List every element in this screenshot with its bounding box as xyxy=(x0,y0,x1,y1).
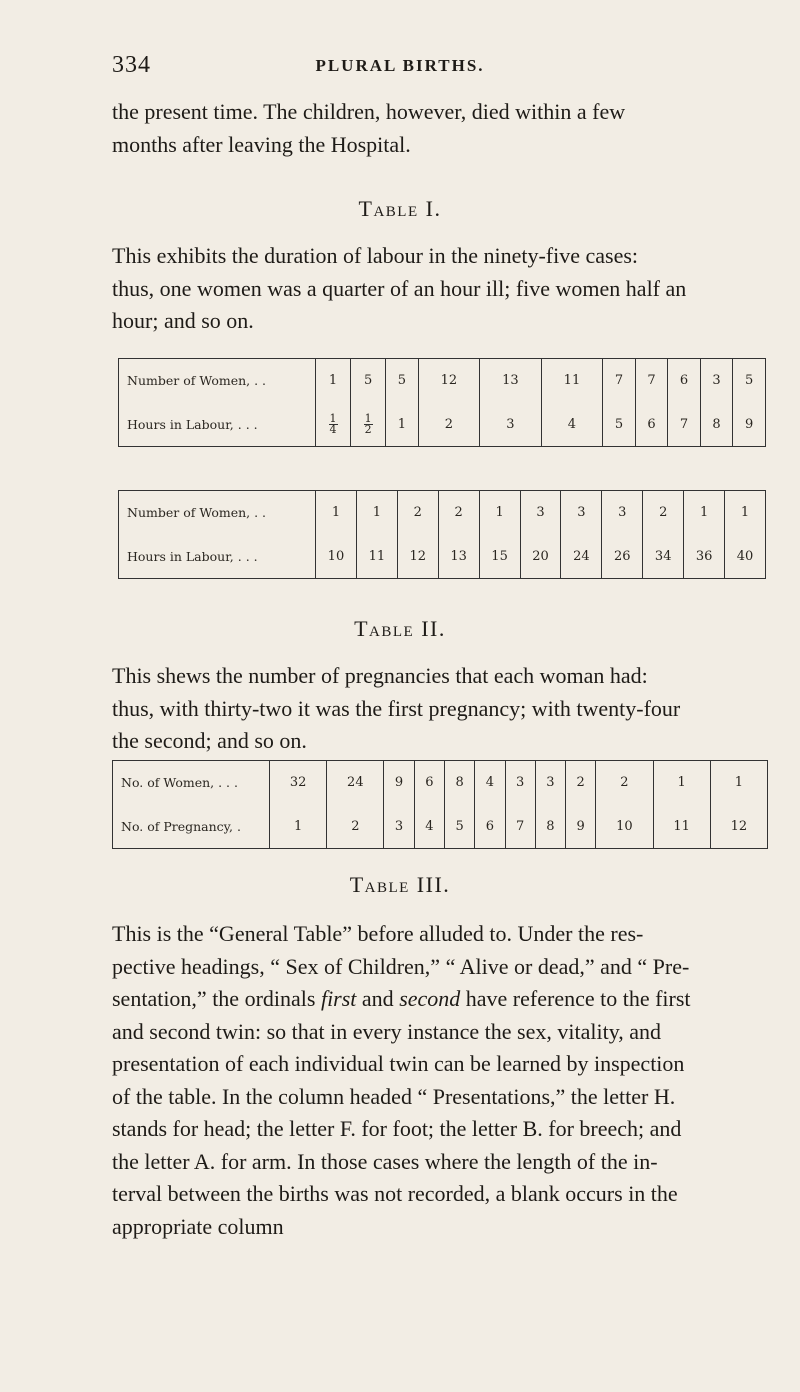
text-line: This is the “General Table” before alluded to. Under the res- xyxy=(112,921,644,946)
text-line: hour; and so on. xyxy=(112,308,254,333)
table-cell: 4 xyxy=(541,403,603,447)
table-1-heading: Table I. xyxy=(358,196,442,221)
page-header xyxy=(0,48,800,88)
table-3-description xyxy=(112,918,766,1243)
fraction-value: $\frac{1}{4}$ xyxy=(329,411,337,436)
row-label: No. of Women, . . . xyxy=(113,761,270,805)
table-cell: 3 xyxy=(561,491,602,535)
table-cell: 7 xyxy=(603,359,636,403)
text-line: the present time. The children, however, died within a few xyxy=(112,99,626,124)
table-cell: 13 xyxy=(438,535,479,579)
table-row xyxy=(119,535,766,579)
table-cell: 12 xyxy=(397,535,438,579)
table-1-description xyxy=(112,240,766,338)
row-label: No. of Pregnancy, . xyxy=(113,805,270,849)
table-cell: 3 xyxy=(505,761,535,805)
table-cell: 34 xyxy=(643,535,684,579)
labour-duration-table-part-2 xyxy=(118,490,766,579)
table-cell: 1 xyxy=(710,761,767,805)
table-cell: 8 xyxy=(700,403,733,447)
table-cell: 3 xyxy=(520,491,561,535)
table-cell: 1 xyxy=(725,491,766,535)
table-cell: 15 xyxy=(479,535,520,579)
intro-paragraph xyxy=(112,96,766,161)
table-cell: 8 xyxy=(444,761,474,805)
text-line: the letter A. for arm. In those cases where the length of the in- xyxy=(112,1148,658,1174)
table-cell xyxy=(316,403,351,447)
table-cell: 9 xyxy=(733,403,766,447)
running-title: PLURAL BIRTHS. xyxy=(315,56,485,75)
pregnancy-count-table xyxy=(112,760,768,849)
text-line: thus, one women was a quarter of an hour ill; five women half an xyxy=(112,275,687,301)
page-number: 334 xyxy=(112,52,151,78)
table-cell: 7 xyxy=(635,359,668,403)
table-cell: 3 xyxy=(602,491,643,535)
labour-duration-table-part-1 xyxy=(118,358,766,447)
table-cell: 13 xyxy=(480,359,542,403)
table-row xyxy=(119,403,766,447)
table-cell: 11 xyxy=(653,805,710,849)
table-cell: 2 xyxy=(438,491,479,535)
table-cell: 7 xyxy=(505,805,535,849)
text-line: the second; and so on. xyxy=(112,728,307,753)
table-row xyxy=(113,805,768,849)
table-cell: 8 xyxy=(535,805,565,849)
table-cell: 32 xyxy=(270,761,327,805)
table-cell: 5 xyxy=(444,805,474,849)
table-cell: 24 xyxy=(327,761,384,805)
table-cell: 2 xyxy=(397,491,438,535)
table-cell: 1 xyxy=(479,491,520,535)
table-cell: 6 xyxy=(475,805,505,849)
table-cell: 11 xyxy=(356,535,397,579)
table-cell: 11 xyxy=(541,359,603,403)
text-line: This exhibits the duration of labour in the ninety-five cases: xyxy=(112,243,639,268)
text-line: presentation of each individual twin can be learned by inspection xyxy=(112,1051,685,1076)
text-line: appropriate column xyxy=(112,1213,284,1239)
table-cell: 3 xyxy=(535,761,565,805)
table-cell: 3 xyxy=(700,359,733,403)
table-cell: 10 xyxy=(316,535,357,579)
text-line: This shews the number of pregnancies that each woman had: xyxy=(112,663,648,688)
table-cell xyxy=(351,403,386,447)
table-cell: 24 xyxy=(561,535,602,579)
fraction-value: $\frac{1}{2}$ xyxy=(364,411,372,436)
table-2-heading: Table II. xyxy=(354,616,446,641)
table-2-description xyxy=(112,660,766,758)
table-cell: 3 xyxy=(480,403,542,447)
text-line: of the table. In the column headed “ Presentations,” the letter H. xyxy=(112,1083,676,1109)
table-cell: 7 xyxy=(668,403,701,447)
table-row xyxy=(119,359,766,403)
table-cell: 2 xyxy=(596,761,653,805)
row-label: Hours in Labour, . . . xyxy=(119,535,316,579)
table-cell: 1 xyxy=(386,403,419,447)
text-line: thus, with thirty-two it was the first pregnancy; with twenty-four xyxy=(112,695,681,721)
table-cell: 6 xyxy=(668,359,701,403)
row-label: Number of Women, . . xyxy=(119,491,316,535)
table-cell: 10 xyxy=(596,805,653,849)
table-cell: 1 xyxy=(316,491,357,535)
text-line: stands for head; the letter F. for foot; the letter B. for breech; and xyxy=(112,1116,682,1141)
text-line: months after leaving the Hospital. xyxy=(112,131,411,157)
table-cell: 12 xyxy=(710,805,767,849)
text-line: pective headings, “ Sex of Children,” “ Alive or dead,” and “ Pre- xyxy=(112,953,690,979)
table-cell: 9 xyxy=(566,805,596,849)
table-cell: 12 xyxy=(418,359,480,403)
row-label: Hours in Labour, . . . xyxy=(119,403,316,447)
table-row xyxy=(113,761,768,805)
table-cell: 4 xyxy=(414,805,444,849)
row-label: Number of Women, . . xyxy=(119,359,316,403)
table-cell: 4 xyxy=(475,761,505,805)
table-3-heading: Table III. xyxy=(349,872,451,897)
table-cell: 2 xyxy=(566,761,596,805)
table-cell: 5 xyxy=(603,403,636,447)
table-cell: 6 xyxy=(635,403,668,447)
table-cell: 5 xyxy=(351,359,386,403)
table-row xyxy=(119,491,766,535)
table-cell: 2 xyxy=(418,403,480,447)
table-cell: 1 xyxy=(653,761,710,805)
table-cell: 26 xyxy=(602,535,643,579)
text-line: sentation,” the ordinals first and second have reference to the first xyxy=(112,986,691,1011)
table-cell: 2 xyxy=(643,491,684,535)
table-cell: 5 xyxy=(733,359,766,403)
table-cell: 1 xyxy=(684,491,725,535)
table-cell: 2 xyxy=(327,805,384,849)
table-cell: 1 xyxy=(316,359,351,403)
table-cell: 40 xyxy=(725,535,766,579)
table-cell: 9 xyxy=(384,761,414,805)
table-cell: 5 xyxy=(386,359,419,403)
table-cell: 6 xyxy=(414,761,444,805)
table-cell: 1 xyxy=(270,805,327,849)
table-cell: 36 xyxy=(684,535,725,579)
text-line: terval between the births was not recorded, a blank occurs in the xyxy=(112,1181,678,1206)
text-line: and second twin: so that in every instance the sex, vitality, and xyxy=(112,1018,662,1044)
table-cell: 20 xyxy=(520,535,561,579)
table-cell: 3 xyxy=(384,805,414,849)
table-cell: 1 xyxy=(356,491,397,535)
